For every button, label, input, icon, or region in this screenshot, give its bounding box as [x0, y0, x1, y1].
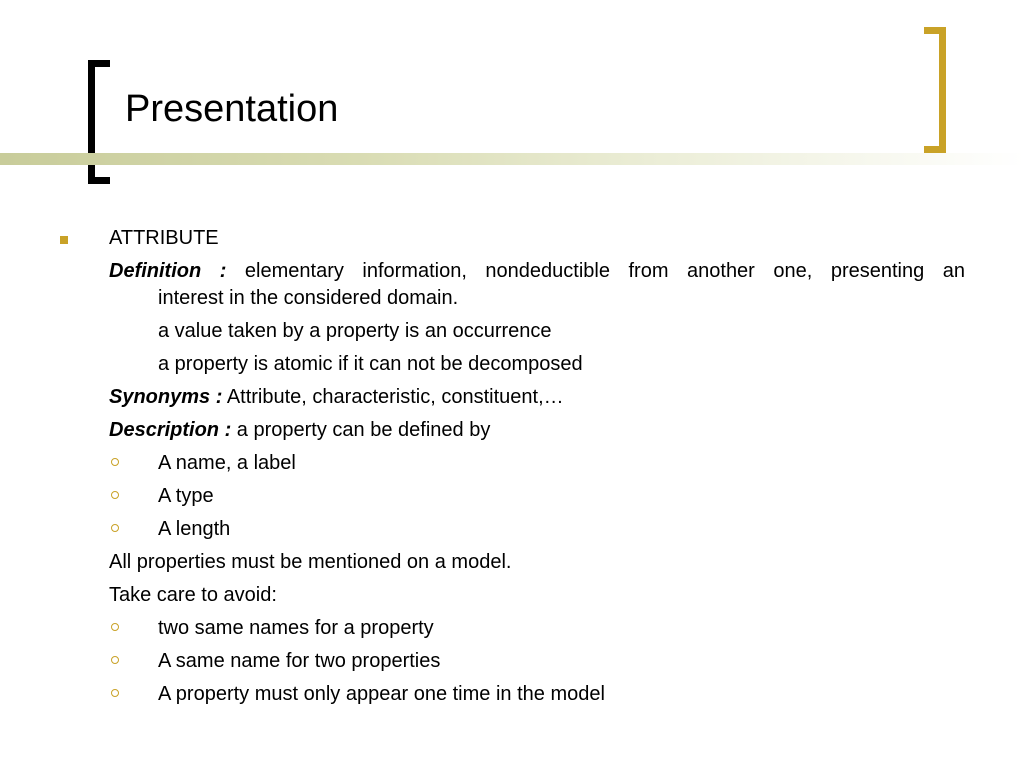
- take-care-label: Take care to avoid:: [109, 584, 277, 606]
- description-item-name: A name, a label: [158, 452, 296, 474]
- description-text: a property can be defined by: [231, 419, 491, 441]
- description-line: [109, 417, 490, 443]
- slide-title: Presentation: [125, 88, 339, 130]
- synonyms-text: Attribute, characteristic, constituent,…: [222, 386, 564, 408]
- circle-bullet-icon: [111, 491, 119, 499]
- description-item-type: A type: [158, 485, 214, 507]
- definition-text: elementary information, nondeductible from another one, presenting an: [226, 260, 965, 282]
- left-bracket-decoration: [88, 60, 110, 184]
- description-item-length: A length: [158, 518, 231, 540]
- attribute-heading: ATTRIBUTE: [109, 227, 219, 249]
- circle-bullet-icon: [111, 458, 119, 466]
- right-bracket-decoration: [924, 27, 946, 153]
- synonyms-line: [109, 384, 564, 410]
- mentioned-statement: All properties must be mentioned on a model.: [109, 551, 512, 573]
- circle-bullet-icon: [111, 689, 119, 697]
- definition-sub-atomic: a property is atomic if it can not be decomposed: [158, 353, 583, 375]
- circle-bullet-icon: [111, 524, 119, 532]
- circle-bullet-icon: [111, 656, 119, 664]
- definition-sub-occurrence: a value taken by a property is an occurrence: [158, 320, 552, 342]
- definition-label: Definition :: [109, 260, 227, 282]
- square-bullet-icon: [60, 236, 68, 244]
- synonyms-label: Synonyms :: [109, 386, 223, 408]
- circle-bullet-icon: [111, 623, 119, 631]
- definition-continuation: interest in the considered domain.: [158, 287, 459, 309]
- take-care-item: two same names for a property: [158, 617, 434, 639]
- take-care-item: A property must only appear one time in the model: [158, 683, 605, 705]
- description-label: Description :: [109, 419, 232, 441]
- title-underline-bar: [0, 153, 1024, 165]
- take-care-item: A same name for two properties: [158, 650, 441, 672]
- definition-line: [109, 258, 965, 284]
